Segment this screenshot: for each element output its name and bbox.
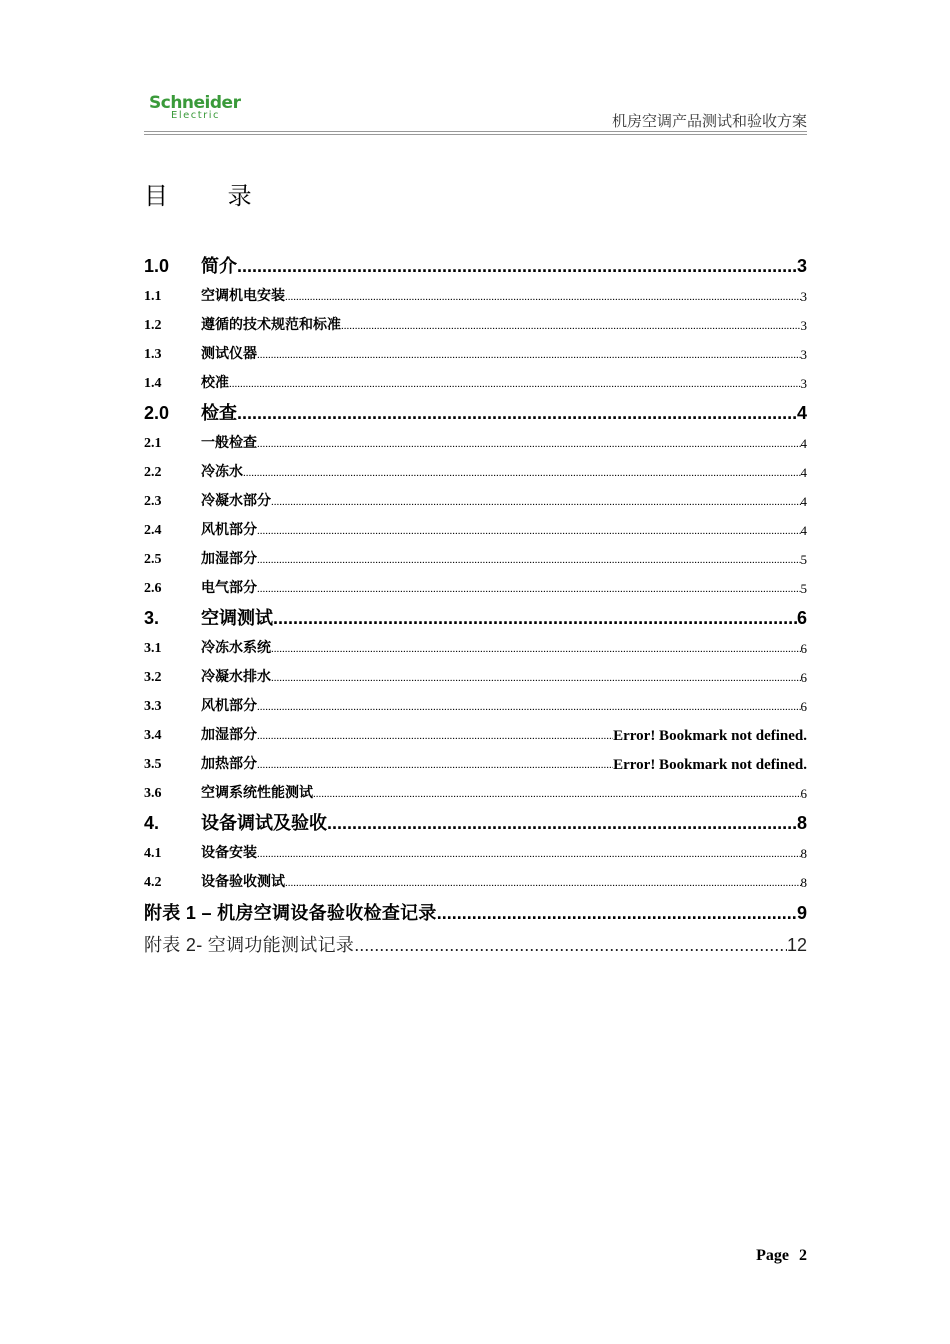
toc-entry-label: 冷凝水排水 xyxy=(201,670,271,685)
toc-section-link[interactable] xyxy=(144,426,807,455)
toc-dot-leader xyxy=(257,344,801,366)
toc-entry-label: 加热部分 xyxy=(201,757,257,772)
schneider-electric-logo xyxy=(149,94,249,126)
toc-page-number: 4 xyxy=(800,436,807,451)
toc-page-number: 4 xyxy=(800,523,807,538)
toc-section-link[interactable] xyxy=(144,455,807,484)
toc-section-link[interactable] xyxy=(144,865,807,894)
toc-entry-label: 设备验收测试 xyxy=(201,875,285,890)
toc-bookmark-error: Error! Bookmark not defined. xyxy=(613,757,807,773)
toc-entry-number: 3.5 xyxy=(144,757,162,772)
toc-chapter-link[interactable] xyxy=(144,248,807,279)
toc-entry-label: 风机部分 xyxy=(201,699,257,714)
toc-page-number: 8 xyxy=(800,875,807,890)
toc-bookmark-error: Error! Bookmark not defined. xyxy=(613,728,807,744)
toc-entry-number: 2.4 xyxy=(144,523,162,538)
logo-subword: Electric xyxy=(171,110,221,121)
toc-page-number: 4 xyxy=(800,465,807,480)
toc-entry-label: 冷凝水部分 xyxy=(201,494,271,509)
toc-page-number: 4 xyxy=(796,403,807,423)
toc-entry-number: 3.3 xyxy=(144,699,162,714)
toc-section-link[interactable] xyxy=(144,513,807,542)
toc-entry-label: 空调系统性能测试 xyxy=(201,786,313,801)
page-footer xyxy=(756,1246,807,1266)
toc-dot-leader xyxy=(243,462,801,484)
logo-wordmark: Schneider xyxy=(149,93,241,113)
toc-dot-leader xyxy=(273,605,797,631)
toc-entry-number: 2.5 xyxy=(144,552,162,567)
toc-dot-leader xyxy=(285,286,801,308)
toc-entry-number: 1.3 xyxy=(144,347,162,362)
toc-entry-label: 空调机电安装 xyxy=(201,289,285,304)
toc-entry-number: 2.6 xyxy=(144,581,162,596)
toc-entry-number: 2.0 xyxy=(144,403,170,423)
toc-page-number: 3 xyxy=(800,318,807,333)
toc-entry-number: 2.1 xyxy=(144,436,162,451)
toc-entry-number: 1.0 xyxy=(144,256,170,276)
toc-chapter-link[interactable] xyxy=(144,805,807,836)
toc-entry-number: 3.2 xyxy=(144,670,162,685)
toc-dot-leader xyxy=(257,754,613,776)
toc-dot-leader xyxy=(237,400,797,426)
toc-entry-label: 加湿部分 xyxy=(201,728,257,743)
toc-entry-number: 1.1 xyxy=(144,289,162,304)
toc-entry-number: 3. xyxy=(144,608,160,628)
toc-page-number: 3 xyxy=(800,347,807,362)
toc-heading: 目 录 xyxy=(144,182,278,210)
header-divider xyxy=(144,131,807,132)
toc-dot-leader xyxy=(271,638,801,660)
toc-page-number: 9 xyxy=(796,903,807,923)
toc-dot-leader xyxy=(271,667,801,689)
toc-chapter-link[interactable] xyxy=(144,600,807,631)
toc-entry-number: 3.4 xyxy=(144,728,162,743)
toc-entry-label: 设备调试及验收 xyxy=(201,813,327,833)
toc-appendix-label: 附表 2- 空调功能测试记录 xyxy=(144,935,355,955)
toc-page-number: 6 xyxy=(800,670,807,685)
toc-appendix-link[interactable] xyxy=(144,926,807,958)
toc-entry-number: 3.1 xyxy=(144,641,162,656)
toc-section-link[interactable] xyxy=(144,747,807,776)
toc-entry-number: 1.4 xyxy=(144,376,162,391)
toc-entry-number: 2.3 xyxy=(144,494,162,509)
toc-page-number: 8 xyxy=(796,813,807,833)
toc-page-number: 6 xyxy=(800,786,807,801)
toc-entry-label: 测试仪器 xyxy=(201,347,257,362)
toc-section-link[interactable] xyxy=(144,718,807,747)
toc-page-number: 4 xyxy=(800,494,807,509)
toc-entry-label: 冷冻水 xyxy=(201,465,243,480)
toc-appendix-link[interactable] xyxy=(144,894,807,926)
toc-dot-leader xyxy=(257,549,801,571)
toc-page-number: 3 xyxy=(800,376,807,391)
header-divider xyxy=(144,134,807,135)
toc-page-number: 6 xyxy=(800,699,807,714)
toc-section-link[interactable] xyxy=(144,689,807,718)
toc-dot-leader xyxy=(271,491,801,513)
toc-entry-number: 4. xyxy=(144,813,160,833)
toc-dot-leader xyxy=(257,725,613,747)
toc-dot-leader xyxy=(313,783,801,805)
toc-section-link[interactable] xyxy=(144,542,807,571)
toc-entry-number: 4.1 xyxy=(144,846,162,861)
toc-page-number: 8 xyxy=(800,846,807,861)
toc-section-link[interactable] xyxy=(144,366,807,395)
toc-page-number: 6 xyxy=(800,641,807,656)
toc-section-link[interactable] xyxy=(144,836,807,865)
toc-section-link[interactable] xyxy=(144,660,807,689)
toc-dot-leader xyxy=(285,872,801,894)
toc-page-number: 3 xyxy=(800,289,807,304)
toc-entry-label: 校准 xyxy=(201,376,229,391)
toc-entry-number: 2.2 xyxy=(144,465,162,480)
toc-appendix-label: 附表 1 – 机房空调设备验收检查记录 xyxy=(144,903,437,923)
toc-entry-number: 3.6 xyxy=(144,786,162,801)
toc-entry-label: 设备安装 xyxy=(201,846,257,861)
toc-section-link[interactable] xyxy=(144,776,807,805)
toc-dot-leader xyxy=(257,843,801,865)
toc-dot-leader xyxy=(237,253,797,279)
toc-entry-label: 空调测试 xyxy=(201,608,273,628)
toc-dot-leader xyxy=(341,315,801,337)
toc-page-number: 12 xyxy=(786,935,807,955)
toc-dot-leader xyxy=(257,578,801,600)
page-number: 2 xyxy=(799,1247,807,1264)
toc-section-link[interactable] xyxy=(144,631,807,660)
document-title: 机房空调产品测试和验收方案 xyxy=(611,112,807,130)
table-of-contents xyxy=(144,248,807,958)
toc-entry-label: 冷冻水系统 xyxy=(201,641,271,656)
toc-dot-leader xyxy=(354,932,787,958)
toc-dot-leader xyxy=(257,520,801,542)
toc-section-link[interactable] xyxy=(144,279,807,308)
toc-dot-leader xyxy=(257,696,801,718)
toc-entry-label: 加湿部分 xyxy=(201,552,257,567)
page-label: Page xyxy=(756,1247,789,1264)
toc-entry-label: 一般检查 xyxy=(201,436,257,451)
toc-entry-label: 电气部分 xyxy=(201,581,257,596)
toc-entry-number: 1.2 xyxy=(144,318,162,333)
toc-page-number: 5 xyxy=(800,552,807,567)
toc-page-number: 3 xyxy=(796,256,807,276)
toc-section-link[interactable] xyxy=(144,571,807,600)
toc-chapter-link[interactable] xyxy=(144,395,807,426)
toc-section-link[interactable] xyxy=(144,337,807,366)
toc-dot-leader xyxy=(327,810,797,836)
toc-section-link[interactable] xyxy=(144,484,807,513)
toc-entry-label: 遵循的技术规范和标准 xyxy=(201,318,341,333)
toc-entry-number: 4.2 xyxy=(144,875,162,890)
toc-dot-leader xyxy=(229,373,801,395)
toc-entry-label: 风机部分 xyxy=(201,523,257,538)
toc-entry-label: 检查 xyxy=(201,403,237,423)
toc-page-number: 6 xyxy=(796,608,807,628)
toc-entry-label: 简介 xyxy=(201,256,237,276)
toc-page-number: 5 xyxy=(800,581,807,596)
toc-dot-leader xyxy=(437,900,797,926)
toc-section-link[interactable] xyxy=(144,308,807,337)
toc-dot-leader xyxy=(257,433,801,455)
